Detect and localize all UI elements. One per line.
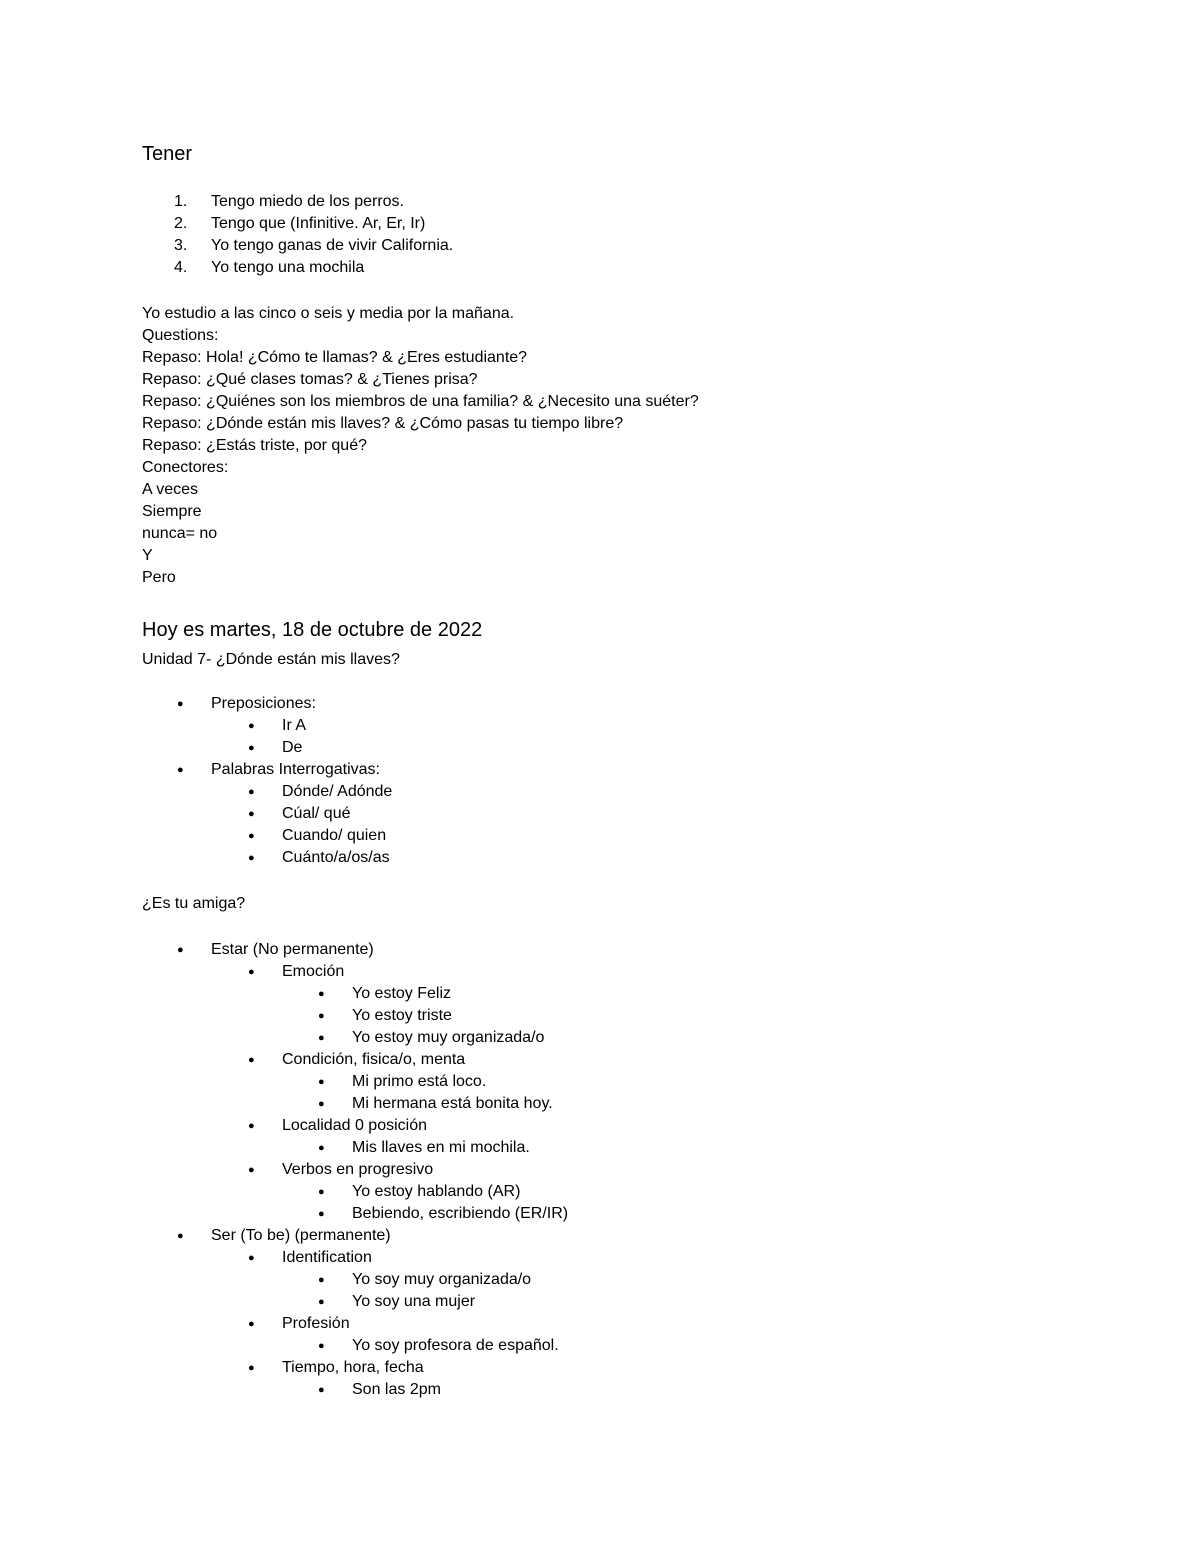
paragraph-line: Siempre [142, 503, 202, 520]
list-item [0, 804, 1200, 824]
list-item [0, 716, 1200, 736]
paragraph-line: Pero [142, 569, 176, 586]
list-item [0, 962, 1200, 982]
list-item-text: Mis llaves en mi mochila. [352, 1139, 530, 1156]
list-item [0, 1248, 1200, 1268]
list-item [0, 1204, 1200, 1224]
bullet-icon: ● [248, 852, 255, 864]
list-item [0, 1358, 1200, 1378]
list-item-text: Mi primo está loco. [352, 1073, 487, 1090]
list-item-text: Tengo miedo de los perros. [211, 193, 404, 210]
list-item-text: Yo soy muy organizada/o [352, 1271, 532, 1288]
list-item-text: Yo tengo ganas de vivir California. [211, 237, 454, 254]
list-item-text: Yo soy una mujer [352, 1293, 476, 1310]
heading-date: Hoy es martes, 18 de octubre de 2022 [142, 619, 483, 641]
paragraph-line: Yo estudio a las cinco o seis y media por la mañana. [142, 305, 515, 322]
bullet-icon: ● [248, 742, 255, 754]
list-item-text: Yo soy profesora de español. [352, 1337, 559, 1354]
list-item-text: Verbos en progresivo [282, 1161, 434, 1178]
list-item [0, 738, 1200, 758]
unit-line: Unidad 7- ¿Dónde están mis llaves? [142, 651, 400, 668]
paragraph-line: Questions: [142, 327, 219, 344]
list-item [0, 940, 1200, 960]
list-item [0, 1138, 1200, 1158]
paragraph-line: Y [142, 547, 153, 564]
list-item [0, 1380, 1200, 1400]
list-item-text: Yo estoy Feliz [352, 985, 452, 1002]
list-item-text: Bebiendo, escribiendo (ER/IR) [352, 1205, 569, 1222]
list-item [0, 236, 1200, 256]
bullet-icon: ● [318, 1208, 325, 1220]
list-item-text: Yo estoy hablando (AR) [352, 1183, 521, 1200]
list-number: 4. [174, 259, 188, 276]
paragraph-line: Repaso: ¿Quiénes son los miembros de una familia? & ¿Necesito una suéter? [142, 393, 699, 410]
bullet-icon: ● [248, 1054, 255, 1066]
list-item-text: Palabras Interrogativas: [211, 761, 380, 778]
list-item [0, 1314, 1200, 1334]
paragraph-line: Repaso: ¿Dónde están mis llaves? & ¿Cómo pasas tu tiempo libre? [142, 415, 624, 432]
list-item-text: Cuando/ quien [282, 827, 387, 844]
list-item-text: Localidad 0 posición [282, 1117, 427, 1134]
bullet-icon: ● [248, 1362, 255, 1374]
bullet-icon: ● [248, 1164, 255, 1176]
bullet-icon: ● [248, 1120, 255, 1132]
list-item [0, 214, 1200, 234]
bullet-icon: ● [318, 1274, 325, 1286]
list-number: 2. [174, 215, 188, 232]
list-item [0, 1270, 1200, 1290]
paragraph-line: A veces [142, 481, 199, 498]
paragraph-line: nunca= no [142, 525, 218, 542]
list-item [0, 1094, 1200, 1114]
list-number: 3. [174, 237, 188, 254]
bullet-icon: ● [248, 1252, 255, 1264]
list-item-text: Preposiciones: [211, 695, 316, 712]
list-item-text: Son las 2pm [352, 1381, 441, 1398]
bullet-icon: ● [318, 1384, 325, 1396]
list-item-text: Profesión [282, 1315, 350, 1332]
list-item [0, 1160, 1200, 1180]
bullet-icon: ● [248, 830, 255, 842]
list-item-text: Mi hermana está bonita hoy. [352, 1095, 553, 1112]
list-item [0, 1182, 1200, 1202]
list-item [0, 1028, 1200, 1048]
list-item [0, 1336, 1200, 1356]
bullet-icon: ● [177, 764, 184, 776]
bullet-icon: ● [318, 1032, 325, 1044]
bullet-icon: ● [248, 720, 255, 732]
list-item [0, 826, 1200, 846]
paragraph-line: Conectores: [142, 459, 229, 476]
bullet-icon: ● [318, 1010, 325, 1022]
list-item-text: Yo estoy muy organizada/o [352, 1029, 545, 1046]
bullet-icon: ● [248, 1318, 255, 1330]
list-item-text: Identification [282, 1249, 372, 1266]
list-item-text: Ir A [282, 717, 307, 734]
list-item [0, 1226, 1200, 1246]
paragraph-line: Repaso: ¿Qué clases tomas? & ¿Tienes prisa? [142, 371, 478, 388]
bullet-icon: ● [318, 1186, 325, 1198]
bullet-icon: ● [177, 698, 184, 710]
bullet-icon: ● [177, 944, 184, 956]
list-item [0, 760, 1200, 780]
bullet-icon: ● [318, 988, 325, 1000]
list-item-text: Condición, fisica/o, menta [282, 1051, 466, 1068]
list-item [0, 848, 1200, 868]
list-item-text: De [282, 739, 303, 756]
paragraph-line: Repaso: ¿Estás triste, por qué? [142, 437, 367, 454]
list-item-text: Cúal/ qué [282, 805, 351, 822]
bullet-icon: ● [318, 1142, 325, 1154]
list-item-text: Tengo que (Infinitive. Ar, Er, Ir) [211, 215, 426, 232]
list-item-text: Dónde/ Adónde [282, 783, 393, 800]
list-item [0, 192, 1200, 212]
list-item-text: Cuánto/a/os/as [282, 849, 390, 866]
list-item-text: Tiempo, hora, fecha [282, 1359, 424, 1376]
bullet-icon: ● [248, 786, 255, 798]
paragraph-line: Repaso: Hola! ¿Cómo te llamas? & ¿Eres estudiante? [142, 349, 528, 366]
bullet-icon: ● [318, 1340, 325, 1352]
list-item-text: Yo estoy triste [352, 1007, 452, 1024]
list-item [0, 1050, 1200, 1070]
list-item [0, 1292, 1200, 1312]
list-item-text: Yo tengo una mochila [211, 259, 365, 276]
list-item-text: Ser (To be) (permanente) [211, 1227, 391, 1244]
list-item-text: Emoción [282, 963, 345, 980]
bullet-icon: ● [248, 808, 255, 820]
list-item [0, 258, 1200, 278]
heading-tener: Tener [142, 143, 193, 165]
list-item [0, 782, 1200, 802]
list-item [0, 1072, 1200, 1092]
list-item [0, 1116, 1200, 1136]
question-line: ¿Es tu amiga? [142, 895, 246, 912]
list-number: 1. [174, 193, 188, 210]
bullet-icon: ● [318, 1098, 325, 1110]
list-item-text: Estar (No permanente) [211, 941, 374, 958]
list-item [0, 984, 1200, 1004]
list-item [0, 1006, 1200, 1026]
list-item [0, 694, 1200, 714]
bullet-icon: ● [318, 1076, 325, 1088]
bullet-icon: ● [177, 1230, 184, 1242]
bullet-icon: ● [318, 1296, 325, 1308]
bullet-icon: ● [248, 966, 255, 978]
